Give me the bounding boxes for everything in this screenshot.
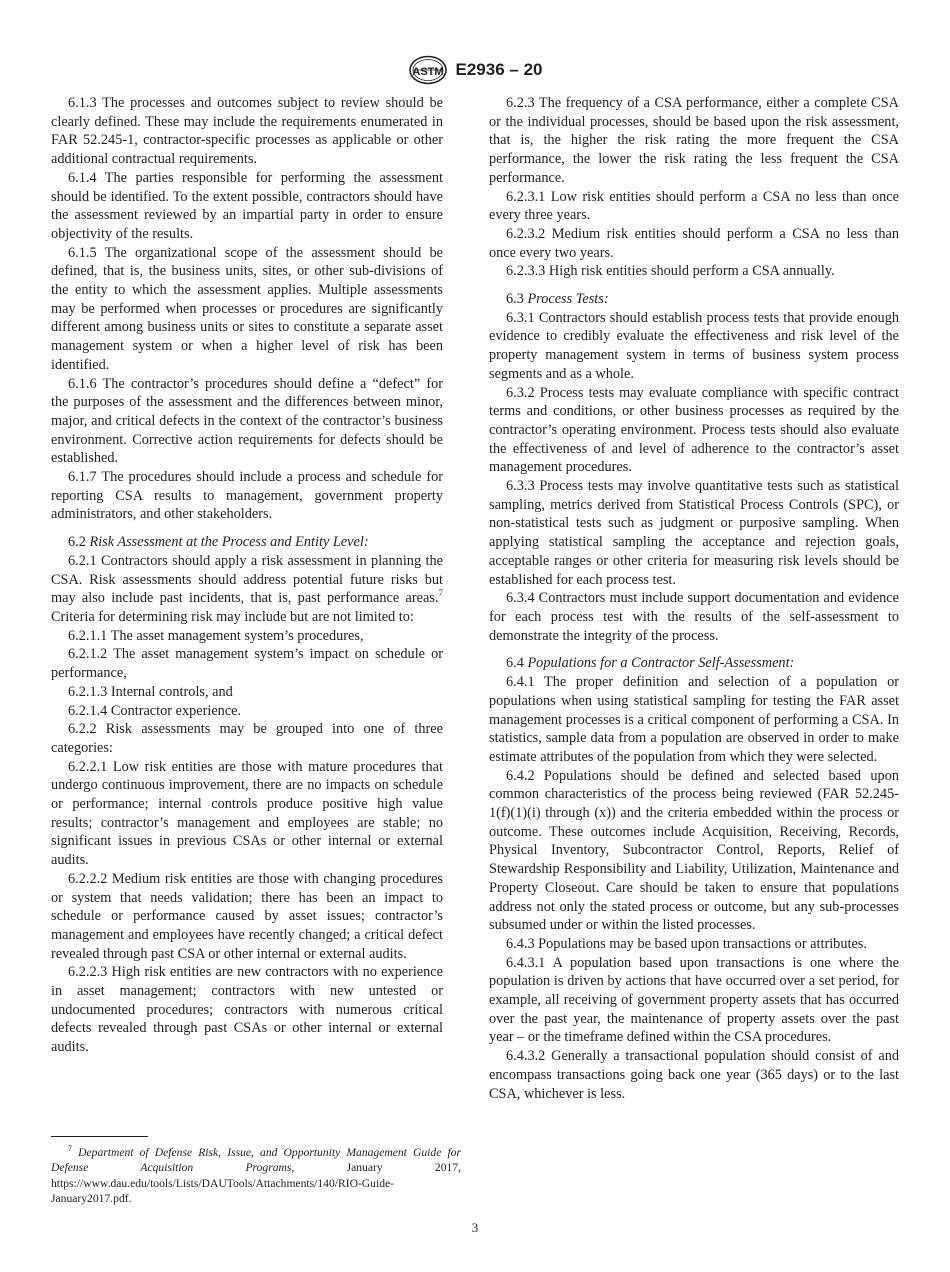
section-title: Risk Assessment at the Process and Entity Level: xyxy=(89,534,369,551)
paragraph-6-2-1-3: 6.2.1.3 Internal controls, and xyxy=(68,683,233,700)
paragraph-6-1-5: 6.1.5 The organizational scope of the assessment should be defined, that is, the business units, sites, or other sub-divisions of the entity to which the assessment applies. Multiple assessments may be performed when processes or procedures are significantly different among business units or sites to constitute a separate asset management system or when a higher level of risk has been identified. xyxy=(51,244,443,373)
paragraph-6-1-6: 6.1.6 The contractor’s procedures should define a “defect” for the purposes of the assessment and the differences between minor, major, and critical defects in the context of the contractor’s business environment. Corrective action requirements for defects should be established. xyxy=(51,375,443,467)
paragraph-6-3-3: 6.3.3 Process tests may involve quantitative tests such as statistical sampling, metrics derived from Statistical Process Controls (SPC), or non-statistical tests such as judgment or purposive sampling. When applying statistical sampling the acceptance and rejection goals, acceptable ranges or other criteria for measuring risk levels should be established for each process test. xyxy=(489,478,899,588)
paragraph-6-2-3-1: 6.2.3.1 Low risk entities should perform a CSA no less than once every three years. xyxy=(489,188,899,224)
paragraph-6-2-1-2: 6.2.1.2 The asset management system’s impact on schedule or performance, xyxy=(51,646,443,682)
paragraph-6-2-1-4: 6.2.1.4 Contractor experience. xyxy=(68,702,242,719)
footnote-7 xyxy=(51,1145,461,1206)
section-number: 6.4 xyxy=(506,655,524,672)
paragraph-6-4-3-1: 6.4.3.1 A population based upon transactions is one where the population is driven by actions that have occurred over a set period, for example, all receiving of government property assets that has occurred over the past year, the maintenance of property assets over the past year – or the timeframe defined within the CSA procedures. xyxy=(489,954,899,1046)
paragraph-6-2-2-3: 6.2.2.3 High risk entities are new contractors with no experience in asset management; contractors with new untested or undocumented procedures; contractors with numerous critical defects revealed through past CSAs or other internal or external audits. xyxy=(51,964,443,1056)
paragraph-6-4-2: 6.4.2 Populations should be defined and selected based upon common characteristics of the process being reviewed (FAR 52.245-1(f)(1)(i) through (x)) and the criteria embedded within the process or outcome. These outcomes include Acquisition, Receiving, Records, Physical Inventory, Subcontractor Control, Reports, Relief of Stewardship Responsibility and Liability, Utilization, Maintenance and Property Closeout. Care should be taken to ensure that populations address not only the stated process or outcome, but any sub-processes subsumed under or within the listed processes. xyxy=(489,767,899,934)
section-number: 6.2 xyxy=(68,534,86,551)
paragraph-6-2-2-2: 6.2.2.2 Medium risk entities are those with changing procedures or system that needs validation; there has been an impact to schedule or performance caused by asset issues; contractor’s management and employees have recently changed; a critical defect revealed through past CSA or other internal or external audits. xyxy=(51,870,443,962)
section-title: Process Tests: xyxy=(527,291,609,308)
footnote-text: January 2017, https://www.dau.edu/tools/Lists/DAUTools/Attachments/140/RIO-Guide-January2017.pdf. xyxy=(51,1161,461,1205)
paragraph-6-3-1: 6.3.1 Contractors should establish process tests that provide enough evidence to credibly evaluate the effectiveness and risk level of the property management system in terms of business system process segments and as a whole. xyxy=(489,309,899,382)
paragraph-6-2-2-1: 6.2.2.1 Low risk entities are those with mature procedures that undergo continuous improvement, there are no impacts on schedule or performance; internal controls produce positive high value results; contractor’s management and employees are stable; no significant issues in previous CSAs or other internal or external audits. xyxy=(51,758,443,869)
paragraph-6-4-1: 6.4.1 The proper definition and selection of a population or populations when using statistical sampling for testing the FAR asset management processes is a critical component of performing a CSA. In statistics, sample data from a population are observed in order to make estimate attributes of the population from which they were selected. xyxy=(489,674,899,765)
page-header xyxy=(0,55,950,85)
paragraph-6-1-3: 6.1.3 The processes and outcomes subject to review should be clearly defined. These may include the requirements enumerated in FAR 52.245-1, contractor-specific processes as applicable or other additional contractual requirements. xyxy=(51,95,443,168)
left-column xyxy=(51,94,443,1057)
paragraph-6-2-1: 6.2.1 Contractors should apply a risk assessment in planning the CSA. Risk assessments should address potential future risks but may also include past incidents, that is, past performance areas.$^7$ Criteria for determining risk may include but are not limited to: xyxy=(51,552,443,625)
right-column xyxy=(489,94,899,1103)
paragraph-6-2-3-2: 6.2.3.2 Medium risk entities should perform a CSA no less than once every two years. xyxy=(489,225,899,261)
document-id: E2936 – 20 xyxy=(455,60,543,79)
paragraph-6-2-3-3: 6.2.3.3 High risk entities should perform a CSA annually. xyxy=(506,263,835,280)
footnote-divider xyxy=(51,1136,148,1137)
astm-logo-icon xyxy=(408,55,448,85)
paragraph-6-3-4: 6.3.4 Contractors must include support documentation and evidence for each process test with the results of the self-assessment to demonstrate the integrity of the process. xyxy=(489,590,899,644)
paragraph-6-2-1-1: 6.2.1.1 The asset management system’s procedures, xyxy=(68,627,364,644)
paragraph-6-4-3: 6.4.3 Populations may be based upon transactions or attributes. xyxy=(506,935,867,952)
section-heading-6-4 xyxy=(489,654,899,673)
section-number: 6.3 xyxy=(506,291,524,308)
paragraph-6-4-3-2: 6.4.3.2 Generally a transactional population should consist of and encompass transactions going back one year (365 days) or to the last CSA, whichever is less. xyxy=(489,1048,899,1102)
paragraph-6-2-3: 6.2.3 The frequency of a CSA performance, either a complete CSA or the individual processes, should be based upon the risk assessment, that is, the higher the risk rating the more frequent the CSA performance, the lower the risk rating the less frequent the CSA performance. xyxy=(489,95,899,186)
paragraph-6-2-2: 6.2.2 Risk assessments may be grouped into one of three categories: xyxy=(51,721,443,756)
paragraph-6-1-7: 6.1.7 The procedures should include a process and schedule for reporting CSA results to management, government property administrators, and other stakeholders. xyxy=(51,469,443,523)
section-title: Populations for a Contractor Self-Assessment: xyxy=(527,655,795,672)
paragraph-6-3-2: 6.3.2 Process tests may evaluate compliance with specific contract terms and conditions, or other business processes as required by the contractor’s operating environment. Process tests should also evaluate the effectiveness of and level of adherence to the contractor’s asset management procedures. xyxy=(489,384,899,476)
page-number: 3 xyxy=(471,1220,479,1235)
footnote-title: Department of Defense Risk, Issue, and Opportunity Management Guide for Defense Acquisition Programs, xyxy=(51,1146,461,1175)
section-heading-6-3 xyxy=(489,290,899,309)
footnote-ref: 7 xyxy=(438,588,443,599)
footnote-number: 7 xyxy=(68,1144,72,1153)
section-heading-6-2 xyxy=(51,533,443,552)
svg-text:ASTM: ASTM xyxy=(411,66,444,78)
paragraph-6-1-4: 6.1.4 The parties responsible for performing the assessment should be identified. To the extent possible, contractors should have the assessment reviewed by an impartial party in order to ensure objectivity of the results. xyxy=(51,169,443,242)
